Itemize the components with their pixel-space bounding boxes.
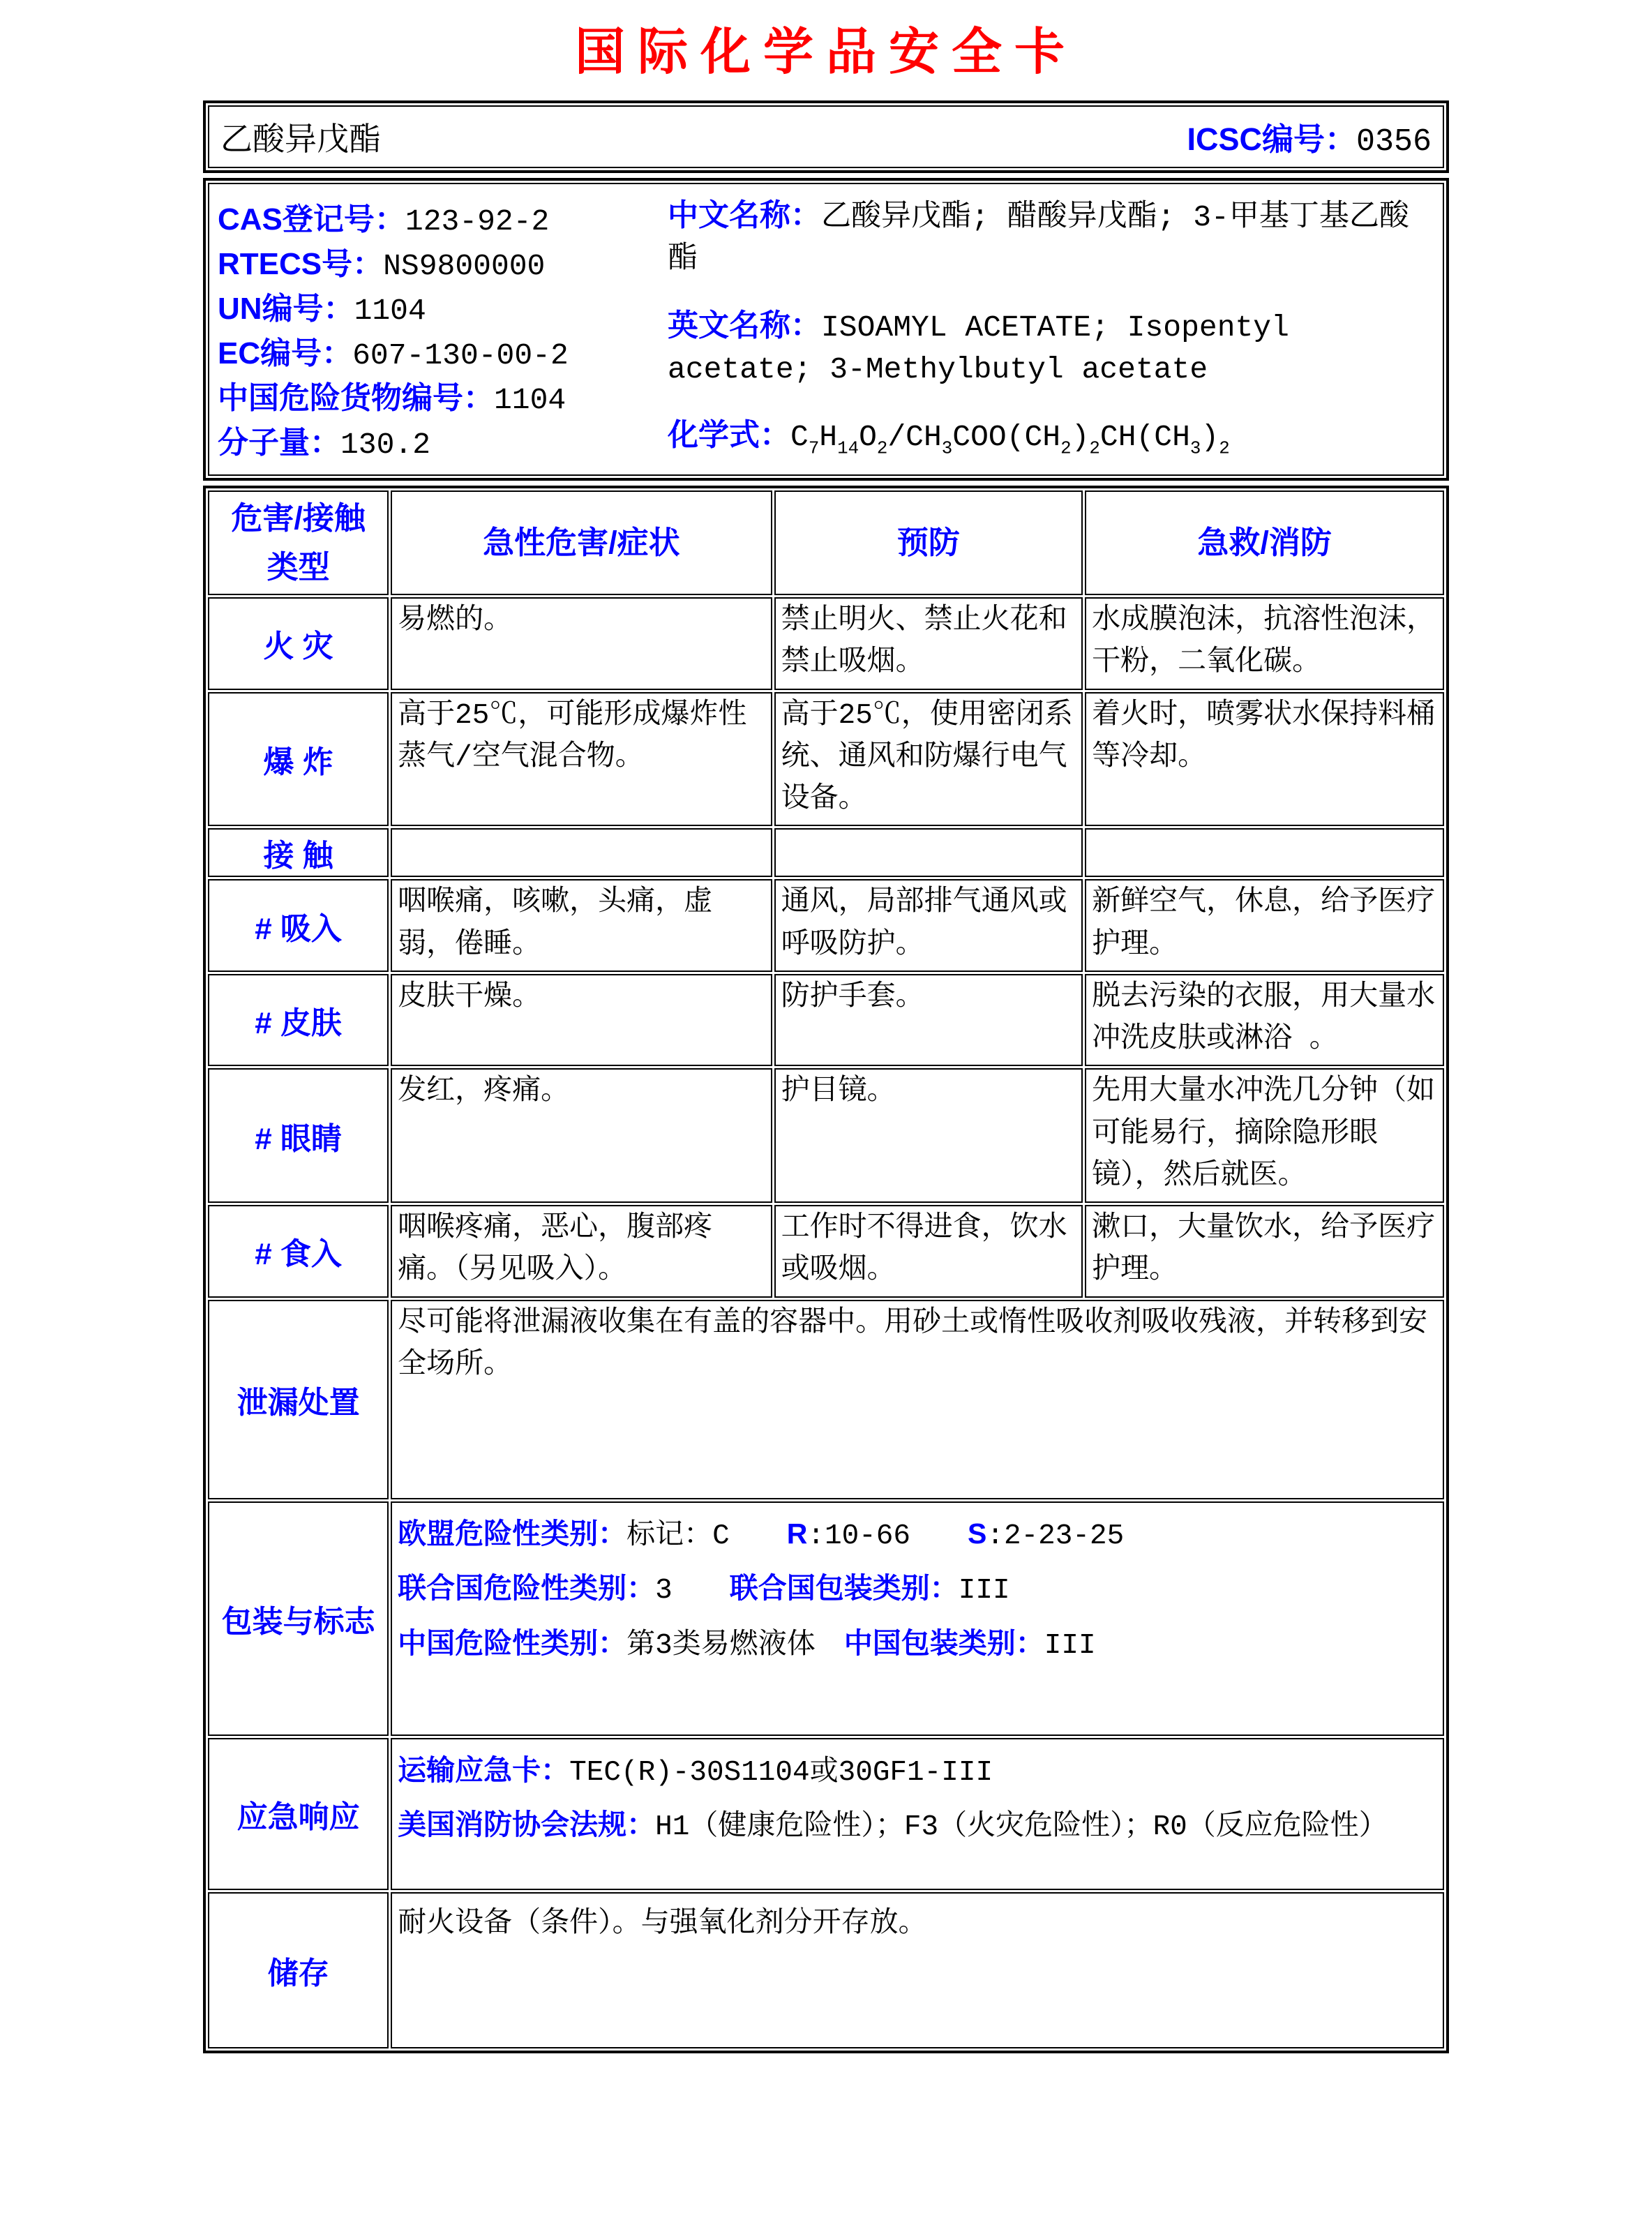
eyes-first-aid: 先用大量水冲洗几分钟（如可能易行，摘除隐形眼镜），然后就医。	[1085, 1068, 1444, 1203]
registry-numbers-list	[218, 194, 668, 462]
cas-number-label: CAS登记号：	[218, 202, 405, 237]
molecular-weight-line	[218, 417, 668, 462]
transport-emergency-card-line: 运输应急卡：TEC(R)-30S1104或30GF1-III	[398, 1753, 993, 1789]
exposure-row	[208, 828, 1444, 877]
eyes-symptoms: 发红，疼痛。	[391, 1068, 772, 1203]
ec-number-value: 607-130-00-2	[352, 338, 569, 373]
un-number-line	[218, 283, 668, 328]
china-dg-number-line	[218, 373, 668, 417]
english-name-block	[668, 304, 1436, 391]
storage-row	[208, 1892, 1444, 2048]
nfpa-code-line: 美国消防协会法规：H1（健康危险性）；F3（火灾危险性）；R0（反应危险性）	[398, 1808, 1388, 1844]
inhalation-symptoms: 咽喉痛，咳嗽，头痛，虚弱，倦睡。	[391, 879, 772, 972]
name-header-row	[208, 105, 1444, 168]
page-title: 国际化学品安全卡	[574, 24, 1077, 80]
identification-row	[208, 183, 1444, 476]
ingestion-label: # 食入	[208, 1205, 389, 1298]
china-dg-number-label: 中国危险货物编号：	[218, 381, 494, 415]
ingestion-prevention: 工作时不得进食，饮水或吸烟。	[774, 1205, 1083, 1298]
molecular-weight-value: 130.2	[340, 428, 431, 462]
molecular-weight-label: 分子量：	[218, 426, 340, 460]
name-header-flex	[220, 114, 1432, 160]
fire-label: 火 灾	[208, 597, 389, 690]
names-and-formula	[668, 194, 1436, 462]
china-classification-line: 中国危险性类别：第3类易燃液体 中国包装类别：III	[398, 1626, 1096, 1662]
packaging-labelling-row	[208, 1501, 1444, 1736]
exposure-prevention	[774, 828, 1083, 877]
rtecs-number-line	[218, 239, 668, 283]
english-name-value: ISOAMYL ACETATE; Isopentyl acetate; 3-Methylbutyl acetate	[668, 310, 1289, 387]
packaging-labelling-label: 包装与标志	[208, 1501, 389, 1736]
header-prevention-cell: 预防	[774, 490, 1083, 595]
chinese-name-block	[668, 194, 1436, 280]
cas-number-value: 123-92-2	[405, 204, 550, 239]
explosion-label: 爆 炸	[208, 692, 389, 827]
eyes-row	[208, 1068, 1444, 1203]
identification-columns	[218, 194, 1436, 462]
explosion-symptoms: 高于25℃，可能形成爆炸性蒸气/空气混合物。	[391, 692, 772, 827]
identification-table	[203, 178, 1449, 481]
inhalation-prevention: 通风，局部排气通风或呼吸防护。	[774, 879, 1083, 972]
header-symptoms-cell: 急性危害/症状	[391, 490, 772, 595]
explosion-first-aid: 着火时，喷雾状水保持料桶等冷却。	[1085, 692, 1444, 827]
fire-prevention: 禁止明火、禁止火花和禁止吸烟。	[774, 597, 1083, 690]
skin-row	[208, 974, 1444, 1067]
china-dg-number-value: 1104	[494, 383, 566, 417]
eyes-label: # 眼睛	[208, 1068, 389, 1203]
fire-first-aid: 水成膜泡沫，抗溶性泡沫，干粉，二氧化碳。	[1085, 597, 1444, 690]
ec-number-label: EC编号：	[218, 336, 353, 370]
inhalation-row	[208, 879, 1444, 972]
ingestion-first-aid: 漱口，大量饮水，给予医疗护理。	[1085, 1205, 1444, 1298]
chinese-name-label: 中文名称：	[668, 198, 821, 232]
inhalation-label: # 吸入	[208, 879, 389, 972]
english-name-label: 英文名称：	[668, 308, 821, 343]
header-first-aid-cell: 急救/消防	[1085, 490, 1444, 595]
ingestion-symptoms: 咽喉疼痛，恶心，腹部疼痛。（另见吸入）。	[391, 1205, 772, 1298]
icsc-number-label: ICSC编号：	[1187, 121, 1356, 157]
skin-prevention: 防护手套。	[774, 974, 1083, 1067]
icsc-number-group	[1187, 114, 1432, 160]
chemical-formula-label: 化学式：	[668, 418, 790, 453]
rtecs-number-label: RTECS号：	[218, 247, 384, 281]
emergency-response-label: 应急响应	[208, 1738, 389, 1890]
name-header-table	[203, 100, 1449, 173]
exposure-first-aid	[1085, 828, 1444, 877]
packaging-labelling-content	[391, 1501, 1444, 1736]
spill-disposal-label: 泄漏处置	[208, 1300, 389, 1499]
ec-number-line	[218, 328, 668, 373]
spill-disposal-row	[208, 1300, 1444, 1499]
hazard-table	[203, 486, 1449, 2053]
explosion-row	[208, 692, 1444, 827]
skin-symptoms: 皮肤干燥。	[391, 974, 772, 1067]
chemical-name: 乙酸异戊酯	[220, 123, 381, 160]
safety-card	[203, 100, 1449, 2058]
spill-disposal-text: 尽可能将泄漏液收集在有盖的容器中。用砂土或惰性吸收剂吸收残液，并转移到安全场所。	[391, 1300, 1444, 1499]
explosion-prevention: 高于25℃，使用密闭系统、通风和防爆行电气设备。	[774, 692, 1083, 827]
inhalation-first-aid: 新鲜空气，休息，给予医疗护理。	[1085, 879, 1444, 972]
fire-row	[208, 597, 1444, 690]
eyes-prevention: 护目镜。	[774, 1068, 1083, 1203]
chinese-name-value: 乙酸异戊酯; 醋酸异戊酯; 3-甲基丁基乙酸酯	[668, 200, 1409, 277]
cas-number-line	[218, 194, 668, 239]
exposure-label: 接 触	[208, 828, 389, 877]
chemical-formula-block	[668, 414, 1436, 462]
skin-first-aid: 脱去污染的衣服，用大量水冲洗皮肤或淋浴 。	[1085, 974, 1444, 1067]
header-hazard-type-line1: 危害/接触	[231, 500, 366, 537]
fire-symptoms: 易燃的。	[391, 597, 772, 690]
emergency-response-row	[208, 1738, 1444, 1890]
un-number-value: 1104	[354, 294, 426, 328]
eu-classification-line: 欧盟危险性类别：标记：C R:10-66 S:2-23-25	[398, 1517, 1125, 1552]
header-hazard-type-line2: 类型	[266, 549, 330, 585]
emergency-response-content	[391, 1738, 1444, 1890]
un-classification-line: 联合国危险性类别：3 联合国包装类别：III	[398, 1572, 1010, 1608]
name-header-cell	[208, 105, 1444, 168]
rtecs-number-value: NS9800000	[383, 249, 546, 283]
icsc-number-value: 0356	[1356, 124, 1432, 160]
hazard-header-row	[208, 490, 1444, 595]
exposure-symptoms	[391, 828, 772, 877]
storage-text: 耐火设备（条件）。与强氧化剂分开存放。	[391, 1892, 1444, 2048]
storage-label: 储存	[208, 1892, 389, 2048]
skin-label: # 皮肤	[208, 974, 389, 1067]
chemical-formula-value: $C_7H_{14}O_2/CH_3COO(CH_2)_2CH(CH_3)_2$	[790, 420, 1230, 459]
header-hazard-type-cell	[208, 490, 389, 595]
un-number-label: UN编号：	[218, 292, 354, 326]
ingestion-row	[208, 1205, 1444, 1298]
identification-cell	[208, 183, 1444, 476]
